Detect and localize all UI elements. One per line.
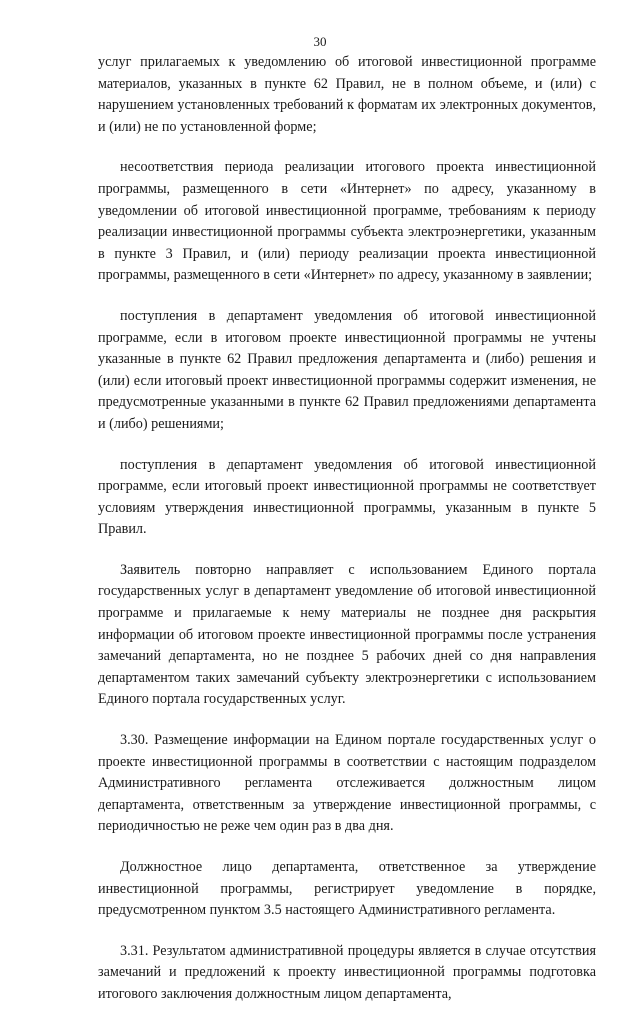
paragraph-proposals-not-considered: поступления в департамент уведомления об итоговой инвестиционной программе, если в итоговом проекте инвестиционной программы не учтены указанные в пункте 62 Правил предложения департамента и (либо) решения и (или) если итоговый проект инвестиционной программы содержит изменения, не предусмотренные указанными в пункте 62 Правил предложениями департамента и (либо) решениями; <box>98 307 596 432</box>
document-body <box>98 52 596 1025</box>
paragraph-registration: Должностное лицо департамента, ответственное за утверждение инвестиционной программы, регистрирует уведомление в порядке, предусмотренном пунктом 3.5 настоящего Административного регламента. <box>98 859 596 919</box>
paragraph-3-30: 3.30. Размещение информации на Едином портале государственных услуг о проекте инвестиционной программы в соответствии с настоящим подразделом Административного регламента отслеживается должностным лицом департамента, ответственным за утверждение инвестиционной программы, с периодичностью не реже чем один раз в два дня. <box>98 732 596 835</box>
paragraph-3-31: 3.31. Результатом административной процедуры является в случае отсутствия замечаний и предложений к проекту инвестиционной программы подготовка итогового заключения должностным лицом департамента, <box>98 942 596 1002</box>
paragraph-resubmission: Заявитель повторно направляет с использованием Единого портала государственных услуг в департамент уведомление об итоговой инвестиционной программе и прилагаемые к нему материалы не позднее дня раскрытия информации об итоговом проекте инвестиционной программы после устранения замечаний департамента, но не позднее 5 рабочих дней со дня направления департаментом таких замечаний субъекту электроэнергетики с использованием Единого портала государственных услуг. <box>98 561 596 708</box>
page-number: 30 <box>313 34 327 49</box>
paragraph-period-mismatch: несоответствия периода реализации итогового проекта инвестиционной программы, размещенного в сети «Интернет» по адресу, указанному в уведомлении об итоговой инвестиционной программе, требованиям к периоду реализации инвестиционной программы субъекта электроэнергетики, указанным в пункте 3 Правил, и (или) периоду реализации проекта инвестиционной программы, размещенного в сети «Интернет» по адресу, указанному в заявлении; <box>98 159 596 284</box>
paragraph-conditions-not-met: поступления в департамент уведомления об итоговой инвестиционной программе, если итоговый проект инвестиционной программы не соответствует условиям утверждения инвестиционной программы, указанным в пункте 5 Правил. <box>98 456 596 538</box>
paragraph-continuation: услуг прилагаемых к уведомлению об итоговой инвестиционной программе материалов, указанных в пункте 62 Правил, не в полном объеме, и (или) с нарушением установленных требований к форматам их электронных документов, и (или) не по установленной форме; <box>98 54 596 135</box>
